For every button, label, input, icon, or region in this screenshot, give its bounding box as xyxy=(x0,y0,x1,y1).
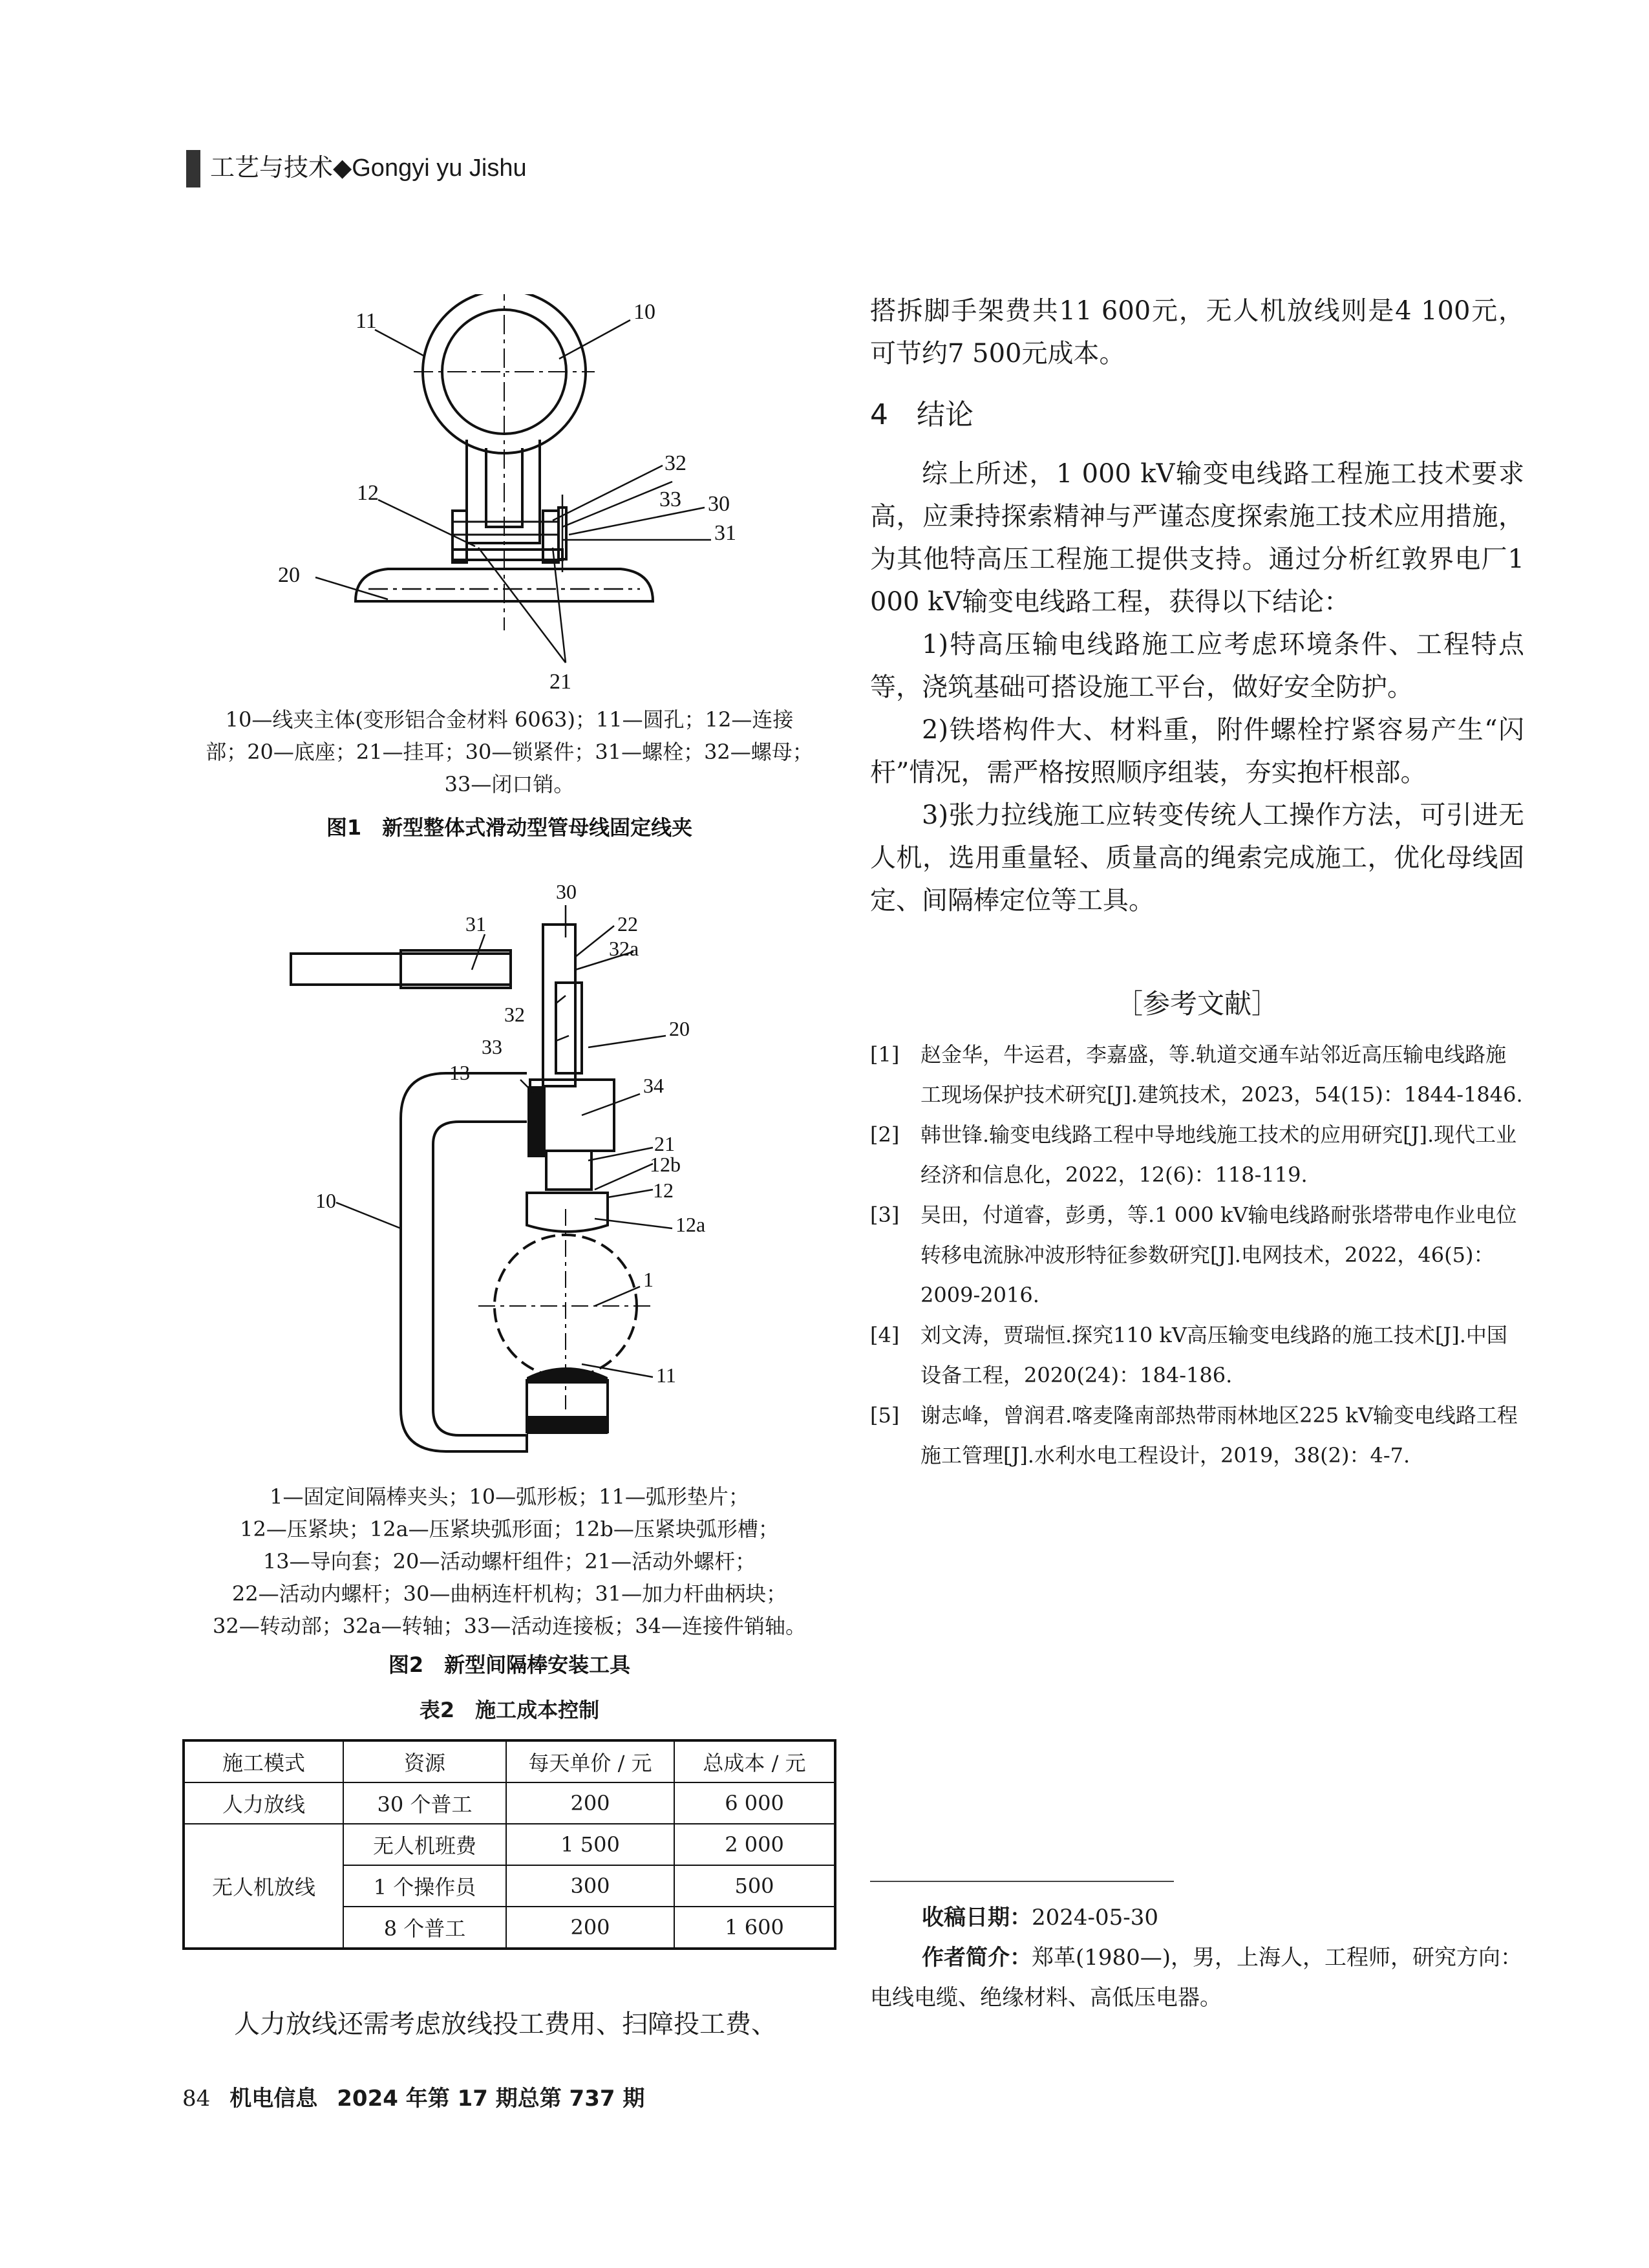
reference-item xyxy=(870,1034,1524,1115)
section-number: 4 xyxy=(870,398,888,431)
footnote-rule xyxy=(870,1881,1174,1882)
fig2-crank-link xyxy=(556,983,582,1073)
table-cell-total: 500 xyxy=(674,1865,835,1907)
reference-text: 谢志峰，曾润君.喀麦隆南部热带雨林地区225 kV输变电线路工程施工管理[J].水利水电工程设计，2019，38(2)：4-7. xyxy=(920,1403,1518,1468)
page-footer xyxy=(182,2081,644,2112)
reference-text: 刘文涛，贾瑞恒.探究110 kV高压输变电线路的施工技术[J].中国设备工程，2020(24)：184-186. xyxy=(920,1323,1507,1387)
reference-item xyxy=(870,1315,1524,1395)
header-separator: ◆ xyxy=(333,153,352,182)
fig2-label-10: 10 xyxy=(315,1189,336,1212)
table-header-cell: 资源 xyxy=(343,1740,506,1782)
table-header-cell: 施工模式 xyxy=(184,1740,343,1782)
received-date: 2024-05-30 xyxy=(1032,1905,1159,1931)
fig1-label-33: 33 xyxy=(659,487,681,511)
fig1-base-top xyxy=(452,550,562,560)
table-cell-price: 300 xyxy=(506,1865,674,1907)
reference-text: 赵金华，牛运君，李嘉盛，等.轨道交通车站邻近高压输电线路施工现场保护技术研究[J].建筑技术，2023，54(15)：1844-1846. xyxy=(920,1042,1523,1107)
table-header-cell: 总成本 / 元 xyxy=(674,1740,835,1782)
section-title: 结论 xyxy=(917,398,973,431)
fig2-label-12: 12 xyxy=(653,1179,674,1202)
fig2-label-34: 34 xyxy=(643,1074,664,1097)
fig2-pivot-plate xyxy=(543,925,575,1086)
conclusion-paragraph: 1)特高压输电线路施工应考虑环境条件、工程特点等，浇筑基础可搭设施工平台，做好安全防护。 xyxy=(870,630,1524,702)
fig1-label-20: 20 xyxy=(278,563,300,587)
table-cell-resource: 无人机班费 xyxy=(343,1824,506,1865)
table-cell-resource: 8 个普工 xyxy=(343,1907,506,1949)
references-title: ［参考文献］ xyxy=(1115,988,1279,1020)
reference-item xyxy=(870,1195,1524,1315)
figure2-title: 图2 新型间隔棒安装工具 xyxy=(388,1653,631,1677)
table-cell-total: 1 600 xyxy=(674,1907,835,1949)
reference-number: [4] xyxy=(870,1323,900,1347)
fig2-label-12b: 12b xyxy=(650,1153,681,1176)
reference-text: 吴田，付道睿，彭勇，等.1 000 kV输电线路耐张塔带电作业电位转移电流脉冲波形特征参数研究[J].电网技术，2022，46(5)：2009-2016. xyxy=(920,1203,1517,1307)
table-cell-mode: 无人机放线 xyxy=(184,1824,343,1949)
fig2-label-31: 31 xyxy=(465,912,486,936)
reference-number: [2] xyxy=(870,1122,900,1147)
fig2-arc-pad xyxy=(527,1367,608,1384)
fig2-label-1: 1 xyxy=(643,1268,654,1291)
running-header xyxy=(210,147,527,183)
reference-item xyxy=(870,1395,1524,1475)
fig2-label-32: 32 xyxy=(504,1003,525,1026)
reference-number: [1] xyxy=(870,1042,900,1067)
table-cell-price: 1 500 xyxy=(506,1824,674,1865)
fig2-label-20: 20 xyxy=(669,1017,690,1040)
received-date-line xyxy=(870,1898,1524,1938)
fig1-label-31: 31 xyxy=(714,521,736,545)
table-row xyxy=(184,1782,835,1824)
header-en: Gongyi yu Jishu xyxy=(352,155,527,182)
section-heading xyxy=(870,391,973,433)
figure1-legend: 10—线夹主体(变形铝合金材料 6063)；11—圆孔；12—连接 部；20—底座；21—挂耳；30—锁紧件；31—螺栓；32—螺母； 33—闭口销。 xyxy=(206,707,813,797)
references-list xyxy=(870,1034,1524,1475)
author-label: 作者简介： xyxy=(922,1945,1032,1971)
table-header-row xyxy=(184,1740,835,1782)
figure2-legend: 1—固定间隔棒夹头；10—弧形板；11—弧形垫片； 12—压紧块；12a—压紧块弧形面；12b—压紧块弧形槽； 13—导向套；20—活动螺杆组件；21—活动外螺杆； 22—活动内螺杆；30—曲柄连杆机构；31—加力杆曲柄块； 32—转动部；32a—转轴；33—活动连接板；34—连接件销轴。 xyxy=(213,1484,806,1638)
fig1-label-12: 12 xyxy=(357,481,379,505)
fig2-label-30: 30 xyxy=(556,880,577,903)
fig2-press-block xyxy=(527,1193,608,1232)
fig2-label-32a: 32a xyxy=(609,937,639,960)
table-cell-total: 2 000 xyxy=(674,1824,835,1865)
fig2-label-12a: 12a xyxy=(676,1213,706,1236)
figure1-title: 图1 新型整体式滑动型管母线固定线夹 xyxy=(326,815,693,840)
fig2-label-33: 33 xyxy=(482,1035,502,1058)
header-bar xyxy=(186,150,200,187)
table-cell-resource: 30 个普工 xyxy=(343,1782,506,1824)
article-notes xyxy=(870,1898,1524,2018)
figure1-drawing xyxy=(259,294,743,695)
reference-text: 韩世锋.输变电线路工程中导地线施工技术的应用研究[J].现代工业经济和信息化，2022，12(6)：118-119. xyxy=(920,1122,1517,1187)
cost-table xyxy=(182,1739,836,1950)
fig2-guide-fill xyxy=(527,1086,546,1157)
table-cell-price: 200 xyxy=(506,1907,674,1949)
reference-number: [3] xyxy=(870,1203,900,1227)
reference-number: [5] xyxy=(870,1403,900,1428)
fig2-label-13: 13 xyxy=(449,1061,470,1084)
author-text: 郑革(1980—)，男，上海人，工程师，研究方向：电线电缆、绝缘材料、高低压电器。 xyxy=(870,1945,1523,2011)
fig1-label-32: 32 xyxy=(665,451,686,475)
fig2-lever-block xyxy=(401,950,511,988)
table-header-cell: 每天单价 / 元 xyxy=(506,1740,674,1782)
conclusion-paragraph: 综上所述，1 000 kV输变电线路工程施工技术要求高，应秉持探索精神与严谨态度探索施工技术应用措施，为其他特高压工程施工提供支持。通过分析红敦界电厂1 000 kV输变电线路工程，获得以下结论： xyxy=(870,459,1524,617)
table-title: 表2 施工成本控制 xyxy=(419,1698,600,1722)
page-number: 84 xyxy=(182,2086,211,2112)
fig2-label-21: 21 xyxy=(654,1132,675,1155)
left-bottom-paragraph: 人力放线还需考虑放线投工费用、扫障投工费、 xyxy=(234,2009,777,2039)
table-cell-price: 200 xyxy=(506,1782,674,1824)
conclusion-paragraph: 2)铁塔构件大、材料重，附件螺栓拧紧容易产生“闪杆”情况，需严格按照顺序组装，夯实抱杆根部。 xyxy=(870,715,1524,787)
fig1-label-11: 11 xyxy=(356,309,377,333)
fig2-label-11: 11 xyxy=(656,1364,676,1387)
reference-item xyxy=(870,1115,1524,1195)
author-bio xyxy=(870,1938,1524,2018)
table-cell-mode: 人力放线 xyxy=(184,1782,343,1824)
continued-paragraph: 搭拆脚手架费共11 600元，无人机放线则是4 100元，可节约7 500元成本。 xyxy=(870,296,1524,369)
conclusion-paragraph: 3)张力拉线施工应转变传统人工操作方法，可引进无人机，选用重量轻、质量高的绳索完成施工，优化母线固定、间隔棒定位等工具。 xyxy=(870,800,1524,915)
fig2-pad-fill xyxy=(527,1416,608,1434)
fig1-label-30: 30 xyxy=(708,492,730,516)
table-cell-total: 6 000 xyxy=(674,1782,835,1824)
issue-info: 2024 年第 17 期总第 737 期 xyxy=(337,2086,645,2112)
conclusion-body xyxy=(870,453,1524,922)
journal-name: 机电信息 xyxy=(229,2086,318,2112)
fig2-label-22: 22 xyxy=(617,912,638,936)
fig2-screw xyxy=(546,1151,591,1190)
figure2-drawing xyxy=(271,866,756,1474)
table-row xyxy=(184,1824,835,1865)
fig1-label-21: 21 xyxy=(549,670,571,694)
header-cn: 工艺与技术 xyxy=(210,153,334,182)
fig1-label-10: 10 xyxy=(633,300,655,324)
table-cell-resource: 1 个操作员 xyxy=(343,1865,506,1907)
received-label: 收稿日期： xyxy=(922,1905,1032,1931)
